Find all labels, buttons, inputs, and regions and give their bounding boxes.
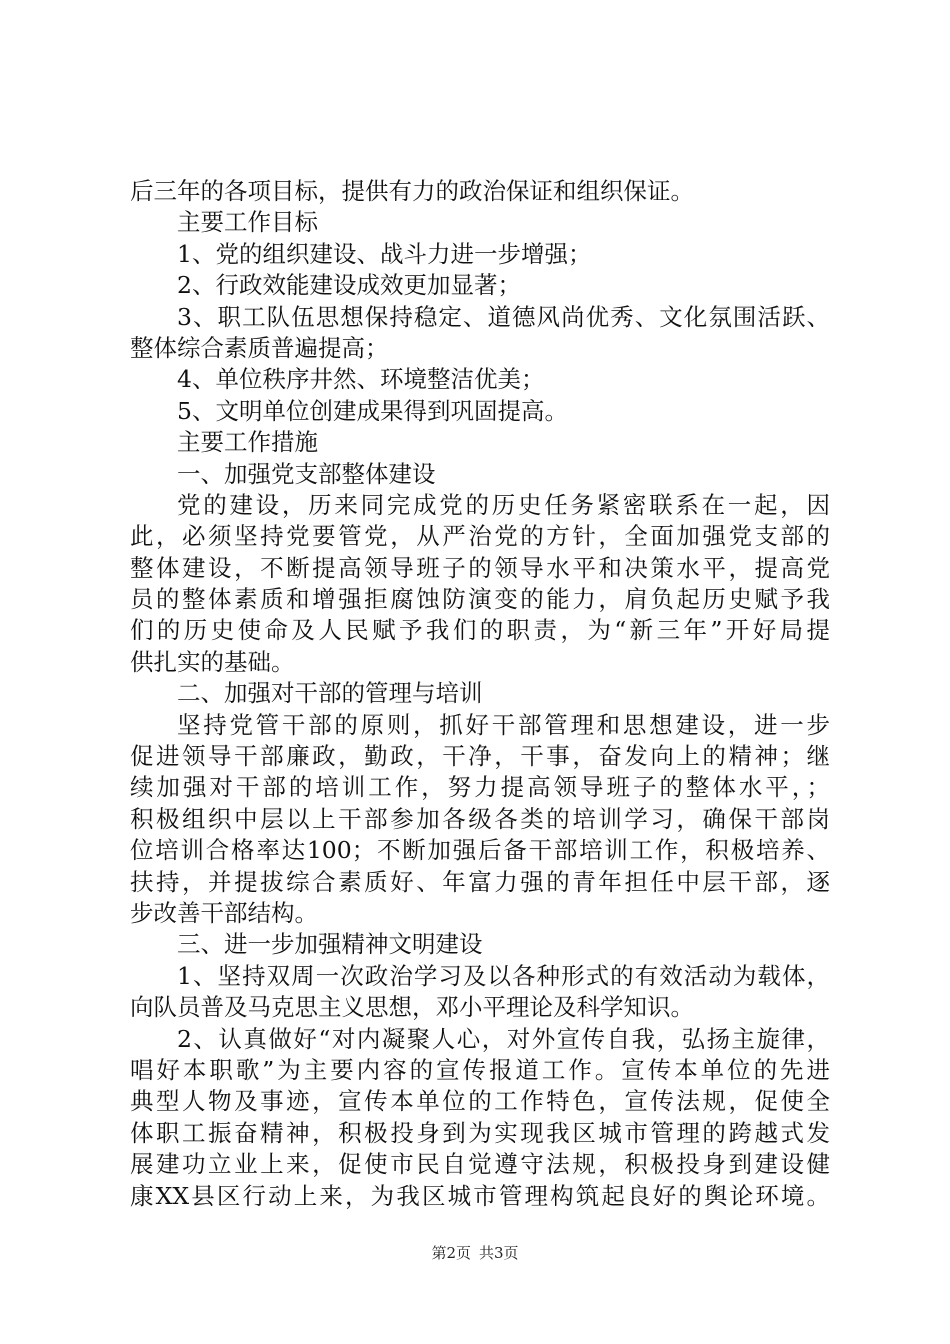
text-line: 续加强对干部的培训工作，努力提高领导班子的整体水平，；	[130, 773, 830, 802]
text-line: 二、加强对干部的管理与培训	[177, 679, 483, 708]
text-line: 向队员普及马克思主义思想，邓小平理论及科学知识。	[130, 993, 694, 1022]
page-total: 共3页	[479, 1244, 519, 1262]
text-line: 1、党的组织建设、战斗力进一步增强；	[177, 239, 592, 268]
text-line: 三、进一步加强精神文明建设	[177, 930, 483, 959]
document-body	[130, 176, 830, 1212]
text-line: 积极组织中层以上干部参加各级各类的培训学习，确保干部岗	[130, 804, 830, 833]
text-line: 2、认真做好“对内凝聚人心，对外宣传自我，弘扬主旋律，	[177, 1024, 830, 1053]
text-line: 5、文明单位创建成果得到巩固提高。	[177, 396, 568, 425]
text-line: 一、加强党支部整体建设	[177, 459, 436, 488]
text-line: 员的整体素质和增强拒腐蚀防演变的能力，肩负起历史赋予我	[130, 585, 830, 614]
text-line: 党的建设，历来同完成党的历史任务紧密联系在一起，因	[177, 490, 830, 519]
page-number: 第2页	[431, 1244, 471, 1262]
text-line: 典型人物及事迹，宣传本单位的工作特色，宣传法规，促使全	[130, 1087, 830, 1116]
text-line: 促进领导干部廉政，勤政，干净，干事，奋发向上的精神；继	[130, 742, 830, 771]
text-line: 展建功立业上来，促使市民自觉遵守法规，积极投身到建设健	[130, 1150, 830, 1179]
text-line: 坚持党管干部的原则，抓好干部管理和思想建设，进一步	[177, 710, 830, 739]
text-line: 整体综合素质普遍提高；	[130, 333, 389, 362]
text-line: 们的历史使命及人民赋予我们的职责，为“新三年”开好局提	[130, 616, 830, 645]
text-line: 2、行政效能建设成效更加显著；	[177, 271, 521, 300]
text-line: 后三年的各项目标，提供有力的政治保证和组织保证。	[130, 177, 694, 205]
text-line: 主要工作目标	[177, 208, 318, 237]
text-line: 扶持，并提拔综合素质好、年富力强的青年担任中层干部，逐	[130, 867, 830, 896]
text-line: 4、单位秩序井然、环境整洁优美；	[177, 365, 545, 394]
text-line: 唱好本职歌”为主要内容的宣传报道工作。宣传本单位的先进	[130, 1055, 830, 1084]
page-footer	[0, 1243, 950, 1263]
text-line: 步改善干部结构。	[130, 898, 318, 927]
text-line: 此，必须坚持党要管党，从严治党的方针，全面加强党支部的	[130, 522, 830, 551]
text-line: 体职工振奋精神，积极投身到为实现我区城市管理的跨越式发	[130, 1118, 830, 1147]
text-line: 主要工作措施	[177, 428, 318, 457]
text-line: 整体建设，不断提高领导班子的领导水平和决策水平，提高党	[130, 553, 830, 582]
text-line: 康XX县区行动上来，为我区城市管理构筑起良好的舆论环境。	[130, 1181, 830, 1210]
text-line: 供扎实的基础。	[130, 647, 295, 676]
text-line: 3、职工队伍思想保持稳定、道德风尚优秀、文化氛围活跃、	[177, 302, 830, 331]
text-line: 位培训合格率达100；不断加强后备干部培训工作，积极培养、	[130, 836, 830, 865]
text-line: 1、坚持双周一次政治学习及以各种形式的有效活动为载体，	[177, 961, 830, 990]
